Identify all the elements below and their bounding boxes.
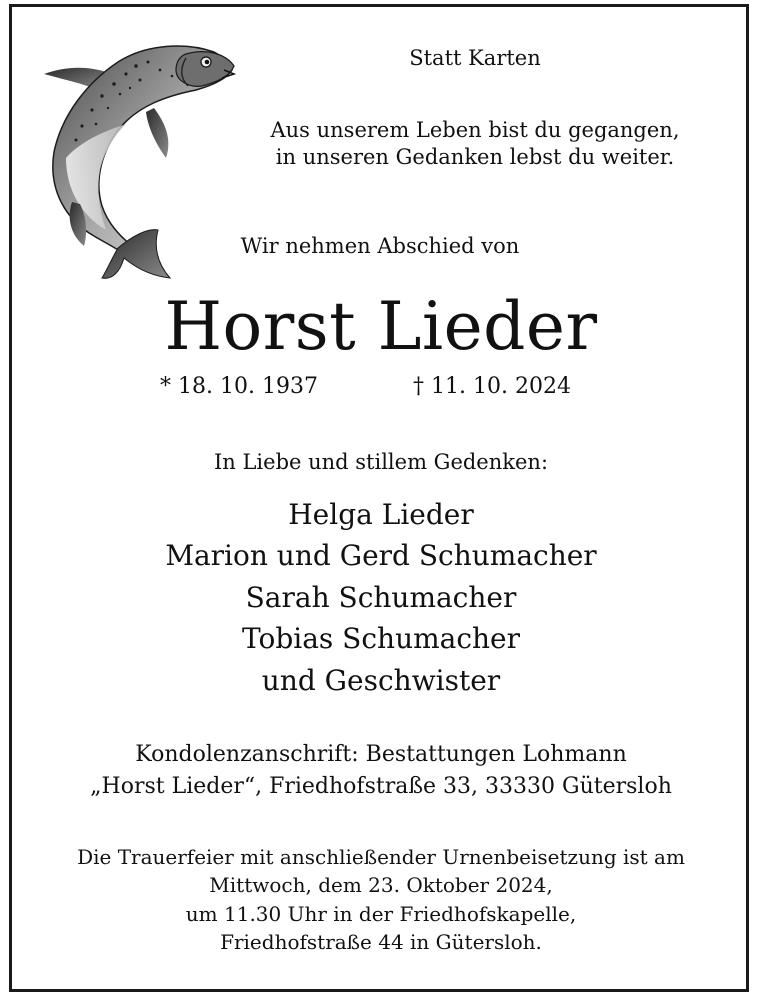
mourner-name: Helga Lieder — [288, 498, 474, 531]
motto-line-2: in unseren Gedanken lebst du weiter. — [275, 145, 675, 169]
condolence-address-line-1: Kondolenzanschrift: Bestattungen Lohmann — [135, 742, 627, 767]
mourner-name: Sarah Schumacher — [245, 581, 517, 614]
service-info-line-4: Friedhofstraße 44 in Gütersloh. — [220, 930, 542, 954]
statt-karten: Statt Karten — [409, 46, 541, 70]
service-info-line-3: um 11.30 Uhr in der Friedhofskapelle, — [185, 902, 577, 926]
service-info-line-2: Mittwoch, dem 23. Oktober 2024, — [209, 873, 553, 897]
deceased-name: Horst Lieder — [164, 288, 598, 365]
mourner-name: Tobias Schumacher — [241, 622, 521, 655]
abschied-intro: Wir nehmen Abschied von — [240, 234, 520, 258]
death-date: † 11. 10. 2024 — [413, 374, 571, 399]
motto-line-1: Aus unserem Leben bist du gegangen, — [270, 118, 680, 142]
birth-date: * 18. 10. 1937 — [160, 374, 318, 399]
mourner-name: und Geschwister — [261, 664, 501, 697]
mourner-name: Marion und Gerd Schumacher — [165, 539, 597, 572]
service-info-line-1: Die Trauerfeier mit anschließender Urnenbeisetzung ist am — [77, 845, 685, 869]
condolence-address-line-2: „Horst Lieder“, Friedhofstraße 33, 33330 Gütersloh — [90, 774, 672, 799]
mourners-intro: In Liebe und stillem Gedenken: — [213, 450, 549, 474]
